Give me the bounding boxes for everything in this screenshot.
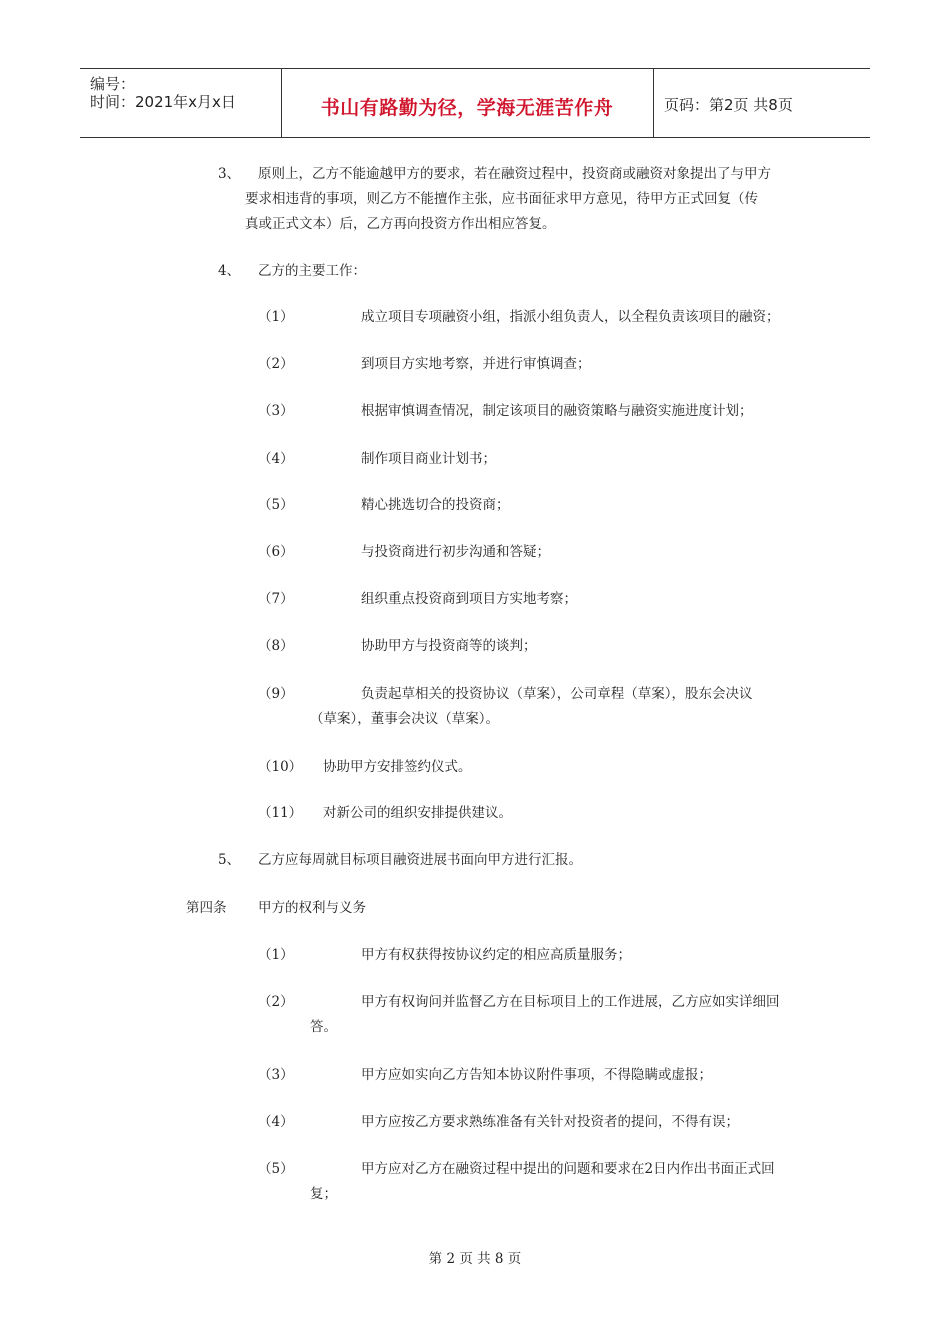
work-9-text: 负责起草相关的投资协议（草案），公司章程（草案），股东会决议 [361,686,753,702]
header-motto-cell [281,69,654,137]
right-2-text: 甲方有权询问并监督乙方在目标项目上的工作进展，乙方应如实详细回 [361,994,780,1010]
item3-number: 3、 [218,166,241,182]
item3-line1: 原则上，乙方不能逾越甲方的要求，若在融资过程中，投资商或融资对象提出了与甲方 [258,166,771,182]
item3-line3: 真或正式文本）后，乙方再向投资方作出相应答复。 [245,216,556,232]
right-3-number: （3） [258,1067,294,1083]
footer-page-number: 第 2 页 共 8 页 [428,1251,522,1267]
work-7-number: （7） [258,591,294,607]
work-10-text: 协助甲方安排签约仪式。 [323,759,472,775]
work-4-text: 制作项目商业计划书； [361,451,496,467]
document-time-label: 时间：2021年x月x日 [90,93,236,111]
work-11-text: 对新公司的组织安排提供建议。 [323,805,512,821]
article4-title: 甲方的权利与义务 [258,900,366,916]
document-number-label: 编号： [90,75,136,93]
work-3-number: （3） [258,403,294,419]
right-1-text: 甲方有权获得按协议约定的相应高质量服务； [361,947,631,963]
work-6-text: 与投资商进行初步沟通和答疑； [361,544,550,560]
item4-text: 乙方的主要工作： [258,263,366,279]
header-page-cell [654,69,870,137]
page-header [80,68,870,138]
header-meta-cell [80,69,282,137]
article4-label: 第四条 [186,900,227,916]
right-2-continuation: 答。 [310,1019,337,1035]
item5-text: 乙方应每周就目标项目融资进展书面向甲方进行汇报。 [258,852,582,868]
work-1-text: 成立项目专项融资小组，指派小组负责人，以全程负责该项目的融资； [361,309,780,325]
work-5-text: 精心挑选切合的投资商； [361,497,510,513]
work-9-continuation: （草案），董事会决议（草案）。 [310,711,499,727]
work-1-number: （1） [258,309,294,325]
work-2-text: 到项目方实地考察，并进行审慎调查； [361,356,591,372]
work-8-text: 协助甲方与投资商等的谈判； [361,638,537,654]
work-8-number: （8） [258,638,294,654]
right-1-number: （1） [258,947,294,963]
work-2-number: （2） [258,356,294,372]
item4-number: 4、 [218,263,241,279]
header-page-number: 页码：第2页 共8页 [664,96,793,114]
right-5-text: 甲方应对乙方在融资过程中提出的问题和要求在2日内作出书面正式回 [361,1161,775,1177]
right-2-number: （2） [258,994,294,1010]
work-10-number: （10） [258,759,303,775]
right-4-number: （4） [258,1114,294,1130]
right-4-text: 甲方应按乙方要求熟练准备有关针对投资者的提问，不得有误； [361,1114,739,1130]
work-11-number: （11） [258,805,303,821]
work-7-text: 组织重点投资商到项目方实地考察； [361,591,577,607]
item3-line2: 要求相违背的事项，则乙方不能擅作主张，应书面征求甲方意见，待甲方正式回复（传 [245,191,758,207]
work-9-number: （9） [258,686,294,702]
right-5-continuation: 复； [310,1186,337,1202]
right-3-text: 甲方应如实向乙方告知本协议附件事项，不得隐瞒或虚报； [361,1067,712,1083]
work-6-number: （6） [258,544,294,560]
right-5-number: （5） [258,1161,294,1177]
work-5-number: （5） [258,497,294,513]
item5-number: 5、 [218,852,241,868]
header-motto: 书山有路勤为径，学海无涯苦作舟 [320,97,614,119]
work-3-text: 根据审慎调查情况，制定该项目的融资策略与融资实施进度计划； [361,403,753,419]
work-4-number: （4） [258,451,294,467]
